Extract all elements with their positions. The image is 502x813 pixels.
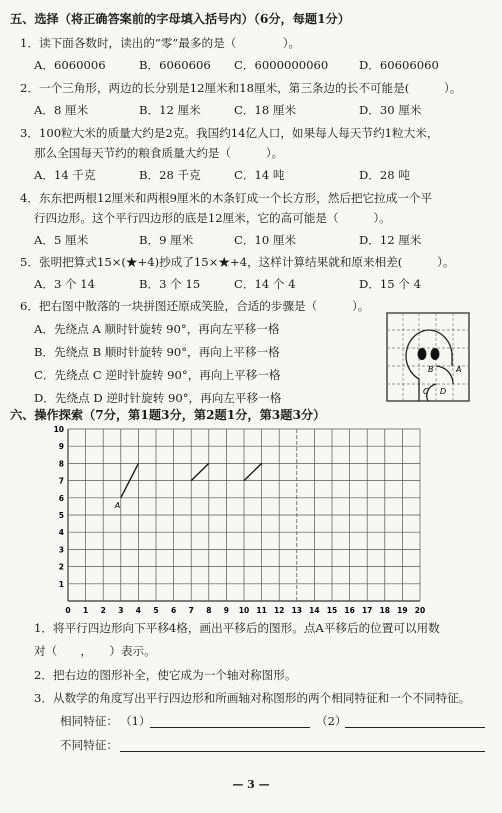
x-tick-label: 19 [397,606,408,615]
x-tick-label: 18 [379,606,391,615]
y-tick-label: 9 [58,442,64,452]
q3-option-a: A．14 千克 [34,168,96,182]
q5-stem: 5．张明把算式15×(★+4)抄成了15×★+4，这样计算结果就和原来相差( ）。 [20,255,455,269]
x-tick-label: 15 [326,606,338,615]
same-feature-1-blank[interactable] [150,727,310,728]
x-tick-label: 16 [344,606,355,615]
q2-option-d: D．30 厘米 [359,103,422,117]
q1-options [34,57,490,73]
q6-option-b: B．先绕点 B 顺时针旋转 90°，再向上平移一格 [34,345,280,359]
puzzle-label-b: B [428,365,434,374]
x-tick-label: 14 [309,606,320,615]
section5-title: 五、选择（将正确答案前的字母填入括号内）（6分，每题1分） [10,12,350,26]
x-tick-label: 6 [170,606,177,615]
task3-text: 3．从数学的角度写出平行四边形和所画轴对称图形的两个相同特征和一个不同特征。 [34,691,471,705]
task1-text: 1．将平行四边形向下平移4格，画出平移后的图形。点A平移后的位置可以用数 [34,621,440,635]
q4-option-a: A．5 厘米 [34,233,89,247]
q1-option-a: A．6060006 [34,58,106,72]
y-tick-label: 3 [58,545,64,555]
coordinate-grid [0,418,502,616]
diff-feature-label: 不同特征： [60,738,118,752]
x-tick-label: 13 [291,606,303,615]
q1-option-b: B．6060606 [139,58,211,72]
same-feature-2-blank[interactable] [345,727,485,728]
same-feature-1-label: （1） [120,714,151,728]
x-tick-label: 10 [238,606,250,615]
q4-option-d: D．12 厘米 [359,233,422,247]
section6-title: 六、操作探索（7分，第1题3分，第2题1分，第3题3分） [10,408,326,422]
puzzle-label-c: C [423,387,429,396]
puzzle-label-d: D [440,387,447,396]
point-a-label: A [114,500,121,510]
q4-stem-cont: 行四边形。这个平行四边形的底是12厘米，它的高可能是（ ）。 [34,211,391,225]
figure-edge [244,463,262,480]
y-tick-label: 10 [53,425,64,434]
puzzle-label-a: A [456,365,462,374]
x-tick-label: 2 [100,606,106,615]
x-tick-label: 4 [135,606,142,615]
q3-option-b: B．28 千克 [139,168,201,182]
y-tick-label: 6 [58,493,64,503]
q1-option-d: D．60606060 [359,58,439,72]
q2-option-a: A．8 厘米 [34,103,89,117]
q6-option-a: A．先绕点 A 顺时针旋转 90°，再向左平移一格 [34,322,280,336]
x-tick-label: 12 [273,606,285,615]
q4-option-b: B．9 厘米 [139,233,194,247]
q4-stem: 4．东东把两根12厘米和两根9厘米的木条钉成一个长方形，然后把它拉成一个平 [20,191,433,205]
q3-option-c: C．14 吨 [234,168,285,182]
q2-option-c: C．18 厘米 [234,103,297,117]
x-tick-label: 17 [361,606,373,615]
y-tick-label: 5 [58,511,64,520]
y-tick-label: 7 [58,476,64,486]
q1-stem: 1．读下面各数时，读出的“零”最多的是（ ）。 [20,36,301,50]
diff-feature-blank[interactable] [120,751,485,752]
x-tick-label: 1 [82,606,89,615]
q1-option-c: C．6000000060 [234,58,329,72]
q5-options [34,276,490,292]
q3-stem-cont: 那么全国每天节约的粮食质量大约是（ ）。 [34,146,284,160]
q6-option-d: D．先绕点 D 逆时针旋转 90°，再向左平移一格 [34,391,282,405]
x-tick-label: 0 [65,606,71,615]
q4-option-c: C．10 厘米 [234,233,297,247]
q4-options [34,232,490,248]
q2-option-b: B．12 厘米 [139,103,201,117]
x-tick-label: 11 [256,606,267,615]
q3-options [34,167,490,183]
x-tick-label: 5 [153,606,159,615]
y-tick-label: 2 [58,562,64,572]
x-tick-label: 3 [118,606,124,615]
y-tick-label: 1 [58,579,64,589]
smiley-puzzle-figure [386,312,470,402]
x-tick-label: 9 [223,606,230,615]
q6-stem: 6．把右图中散落的一块拼图还原成笑脸，合适的步骤是（ ）。 [20,299,370,313]
same-features-label: 相同特征： [60,714,118,728]
q2-stem: 2．一个三角形，两边的长分别是12厘米和18厘米，第三条边的长不可能是( ）。 [20,81,462,95]
q2-options [34,102,490,118]
q5-option-a: A．3 个 14 [34,277,96,291]
same-feature-2-label: （2） [316,714,347,728]
page-number: — 3 — [232,778,270,791]
x-tick-label: 20 [414,606,426,615]
q5-option-c: C．14 个 4 [234,277,296,291]
q6-option-c: C．先绕点 C 逆时针旋转 90°，再向上平移一格 [34,368,281,382]
q3-option-d: D．28 吨 [359,168,410,182]
task1-text-cont: 对（ ， ）表示。 [34,644,156,658]
q3-stem: 3．100粒大米的质量大约是2克。我国约14亿人口，如果每人每天节约1粒大米， [20,126,439,140]
y-tick-label: 4 [58,528,64,538]
q5-option-d: D．15 个 4 [359,277,421,291]
figure-edge [191,463,209,480]
x-tick-label: 7 [188,606,194,615]
x-tick-label: 8 [206,606,212,615]
y-tick-label: 8 [58,459,64,469]
task2-text: 2．把右边的图形补全，使它成为一个轴对称图形。 [34,668,297,682]
q5-option-b: B．3 个 15 [139,277,201,291]
